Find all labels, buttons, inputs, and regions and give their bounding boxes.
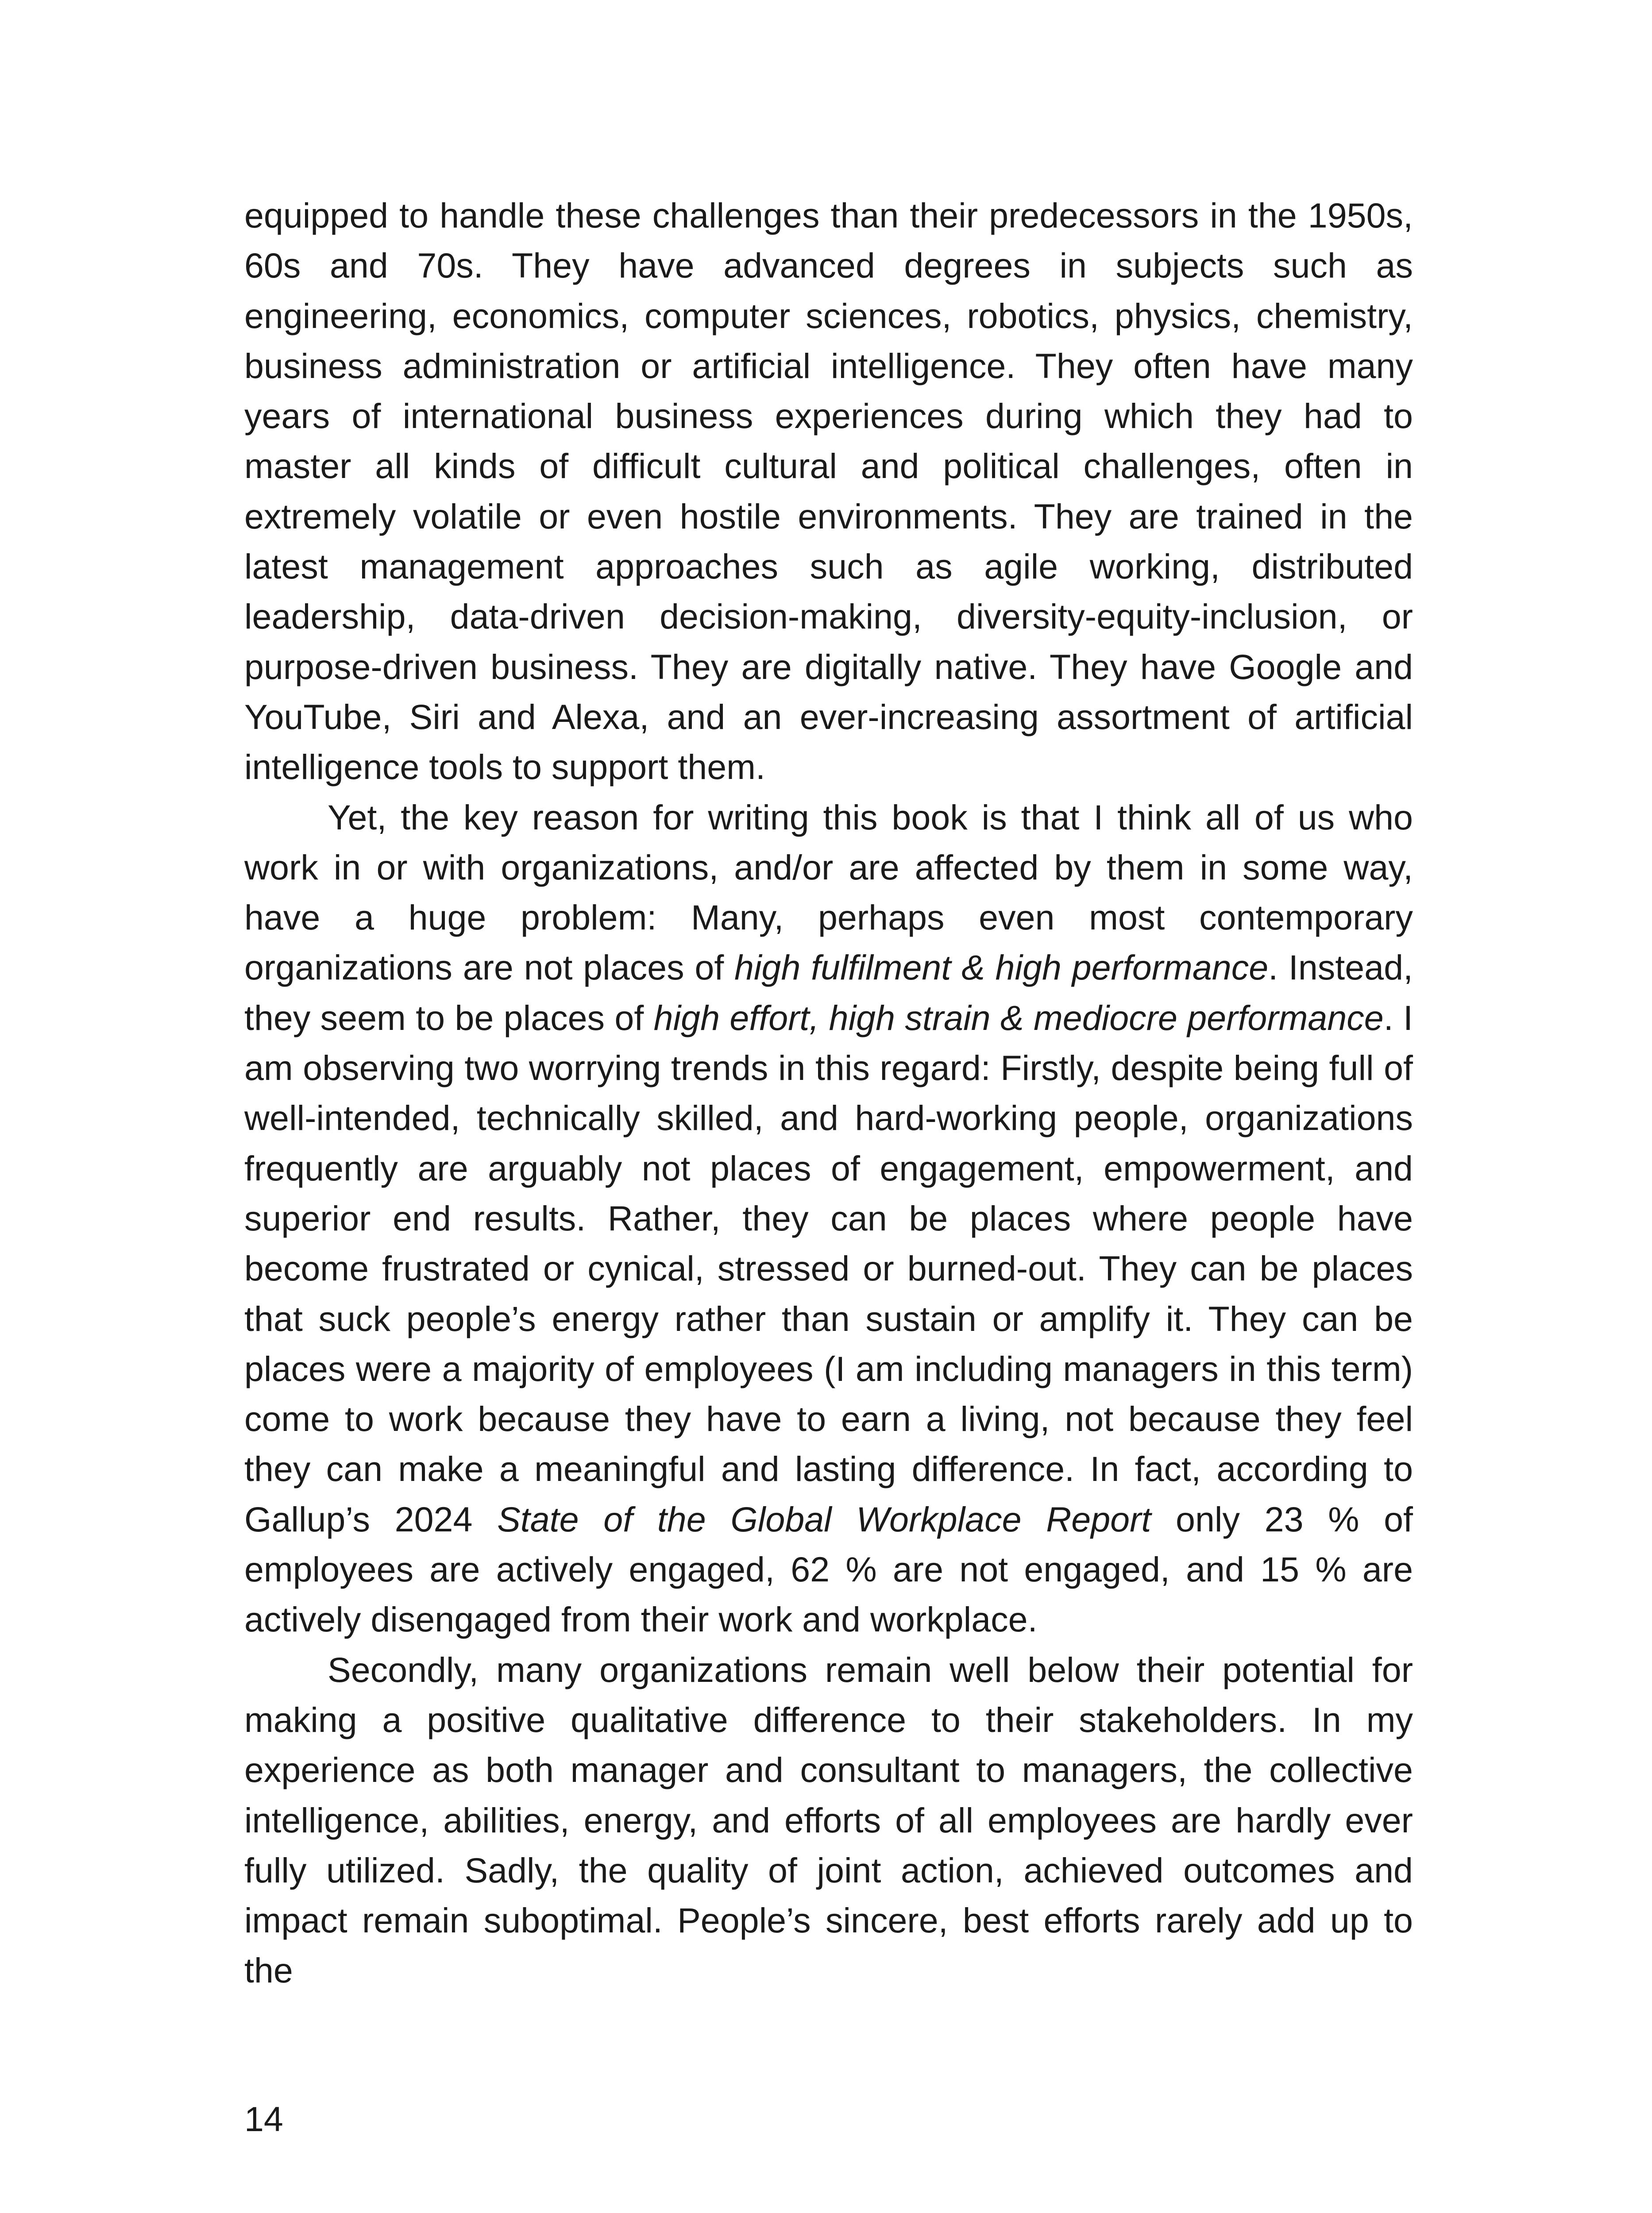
paragraph-2-text-a: Yet, the key reason for writing this book is that I think all of us who work in or with organizations, and/or are affected by them in some way, have a huge problem: Many, perhaps even most contemporary organizations are not places of	[244, 797, 1413, 987]
paragraph-2	[244, 792, 1413, 1645]
report-title: State of the Global Workplace Report	[497, 1499, 1151, 1539]
paragraph-2-text-d: only 23 % of employees are actively engaged, 62 % are not engaged, and 15 % are actively disengaged from their work and workplace.	[244, 1499, 1413, 1639]
paragraph-1-text: equipped to handle these challenges than their predecessors in the 1950s, 60s and 70s. They have advanced degrees in subjects such as engineering, economics, computer sciences, robotics, physics, chemistry, business administration or artificial intelligence. They often have many years of international business experiences during which they had to master all kinds of difficult cultural and political challenges, often in extremely volatile or even hostile environments. They are trained in the latest management approaches such as agile working, distributed leadership, data-driven decision-making, diversity-equity-inclusion, or purpose-driven business. They are digitally native. They have Google and YouTube, Siri and Alexa, and an ever-increasing assortment of artificial intelligence tools to support them.	[244, 196, 1413, 787]
paragraph-1	[244, 190, 1413, 792]
emphasis-high-fulfilment: high fulfilment & high performance	[734, 948, 1269, 987]
paragraph-3-text: Secondly, many organizations remain well below their potential for making a positive qualitative difference to their stakeholders. In my experience as both manager and consultant to managers, the collective intelligence, abilities, energy, and efforts of all employees are hardly ever fully utilized. Sadly, the quality of joint action, achieved outcomes and impact remain suboptimal. People’s sincere, best efforts rarely add up to the	[244, 1650, 1413, 1990]
body-text	[244, 190, 1413, 1996]
paragraph-3	[244, 1645, 1413, 1996]
emphasis-high-effort: high effort, high strain & mediocre performance	[653, 998, 1384, 1037]
page-number: 14	[244, 2099, 283, 2139]
paragraph-2-text-b: . Instead, they seem to be places of	[244, 948, 1413, 1037]
paragraph-2-text-c: . I am observing two worrying trends in this regard: Firstly, despite being full of well-intended, technically skilled, and hard-working people, organizations frequently are arguably not places of engagement, empowerment, and superior end results. Rather, they can be places where people have become frustrated or cynical, stressed or burned-out. They can be places that suck people’s energy rather than sustain or amplify it. They can be places were a majority of employees (I am including managers in this term) come to work because they have to earn a living, not because they feel they can make a meaningful and lasting difference. In fact, according to Gallup’s 2024	[244, 998, 1413, 1539]
